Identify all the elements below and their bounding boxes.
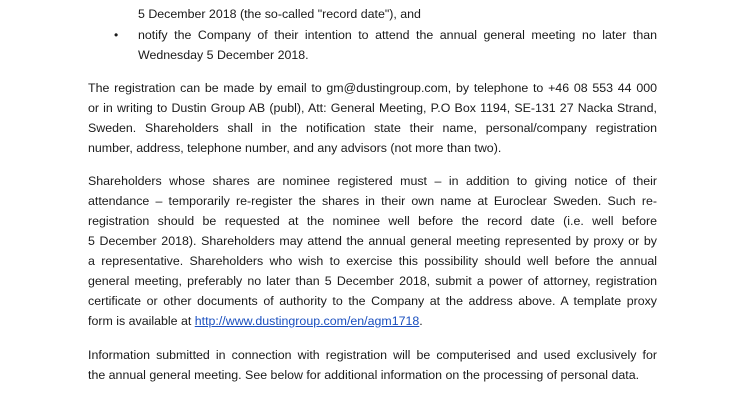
bullet-2-line-2: Wednesday 5 December 2018. [138,48,309,62]
para1-line-1: The registration can be made by email to gm@dustingroup.com, by telephone to +46 08 553 44 000 [88,81,657,95]
agm-link[interactable]: http://www.dustingroup.com/en/agm1718 [194,314,420,328]
bullet-1-text: 5 December 2018 (the so-called "record date"), and [138,7,421,21]
para2-line-7: certificate or other documents of authority to the Company at the address above. A template proxy [88,294,657,308]
para1-line-3: Sweden. Shareholders shall in the notification state their name, personal/company registration [88,121,657,135]
para2-line-3: registration should be requested at the nominee well before the record date (i.e. well before [88,214,657,228]
para2-line-4: 5 December 2018). Shareholders may attend the annual general meeting represented by proxy or by [88,234,657,248]
para3-line-2: the annual general meeting. See below for additional information on the processing of personal data. [88,368,640,382]
para1-line-2: or in writing to Dustin Group AB (publ), Att: General Meeting, P.O Box 1194, SE-131 27 Nacka Strand, [88,101,657,115]
para2-last-prefix: form is available at [88,314,195,328]
bullet-2-line-1: notify the Company of their intention to attend the annual general meeting no later than [138,28,657,42]
para1-line-4: number, address, telephone number, and any advisors (not more than two). [88,141,502,155]
para2-last-suffix: . [419,314,423,328]
para2-line-6: general meeting, preferably no later than 5 December 2018, submit a power of attorney, registration [88,274,657,288]
para2-line-5: a representative. Shareholders who wish to exercise this possibility should well before the annual [88,254,657,268]
para2-line-2: attendance – temporarily re-register the shares in their own name at Euroclear Sweden. Such re- [88,194,657,208]
para2-line-8 [88,311,423,331]
bullet-2-marker: • [114,28,119,42]
para2-line-1: Shareholders whose shares are nominee registered must – in addition to giving notice of their [88,174,657,188]
para3-line-1: Information submitted in connection with registration will be computerised and used exclusively for [88,348,657,362]
